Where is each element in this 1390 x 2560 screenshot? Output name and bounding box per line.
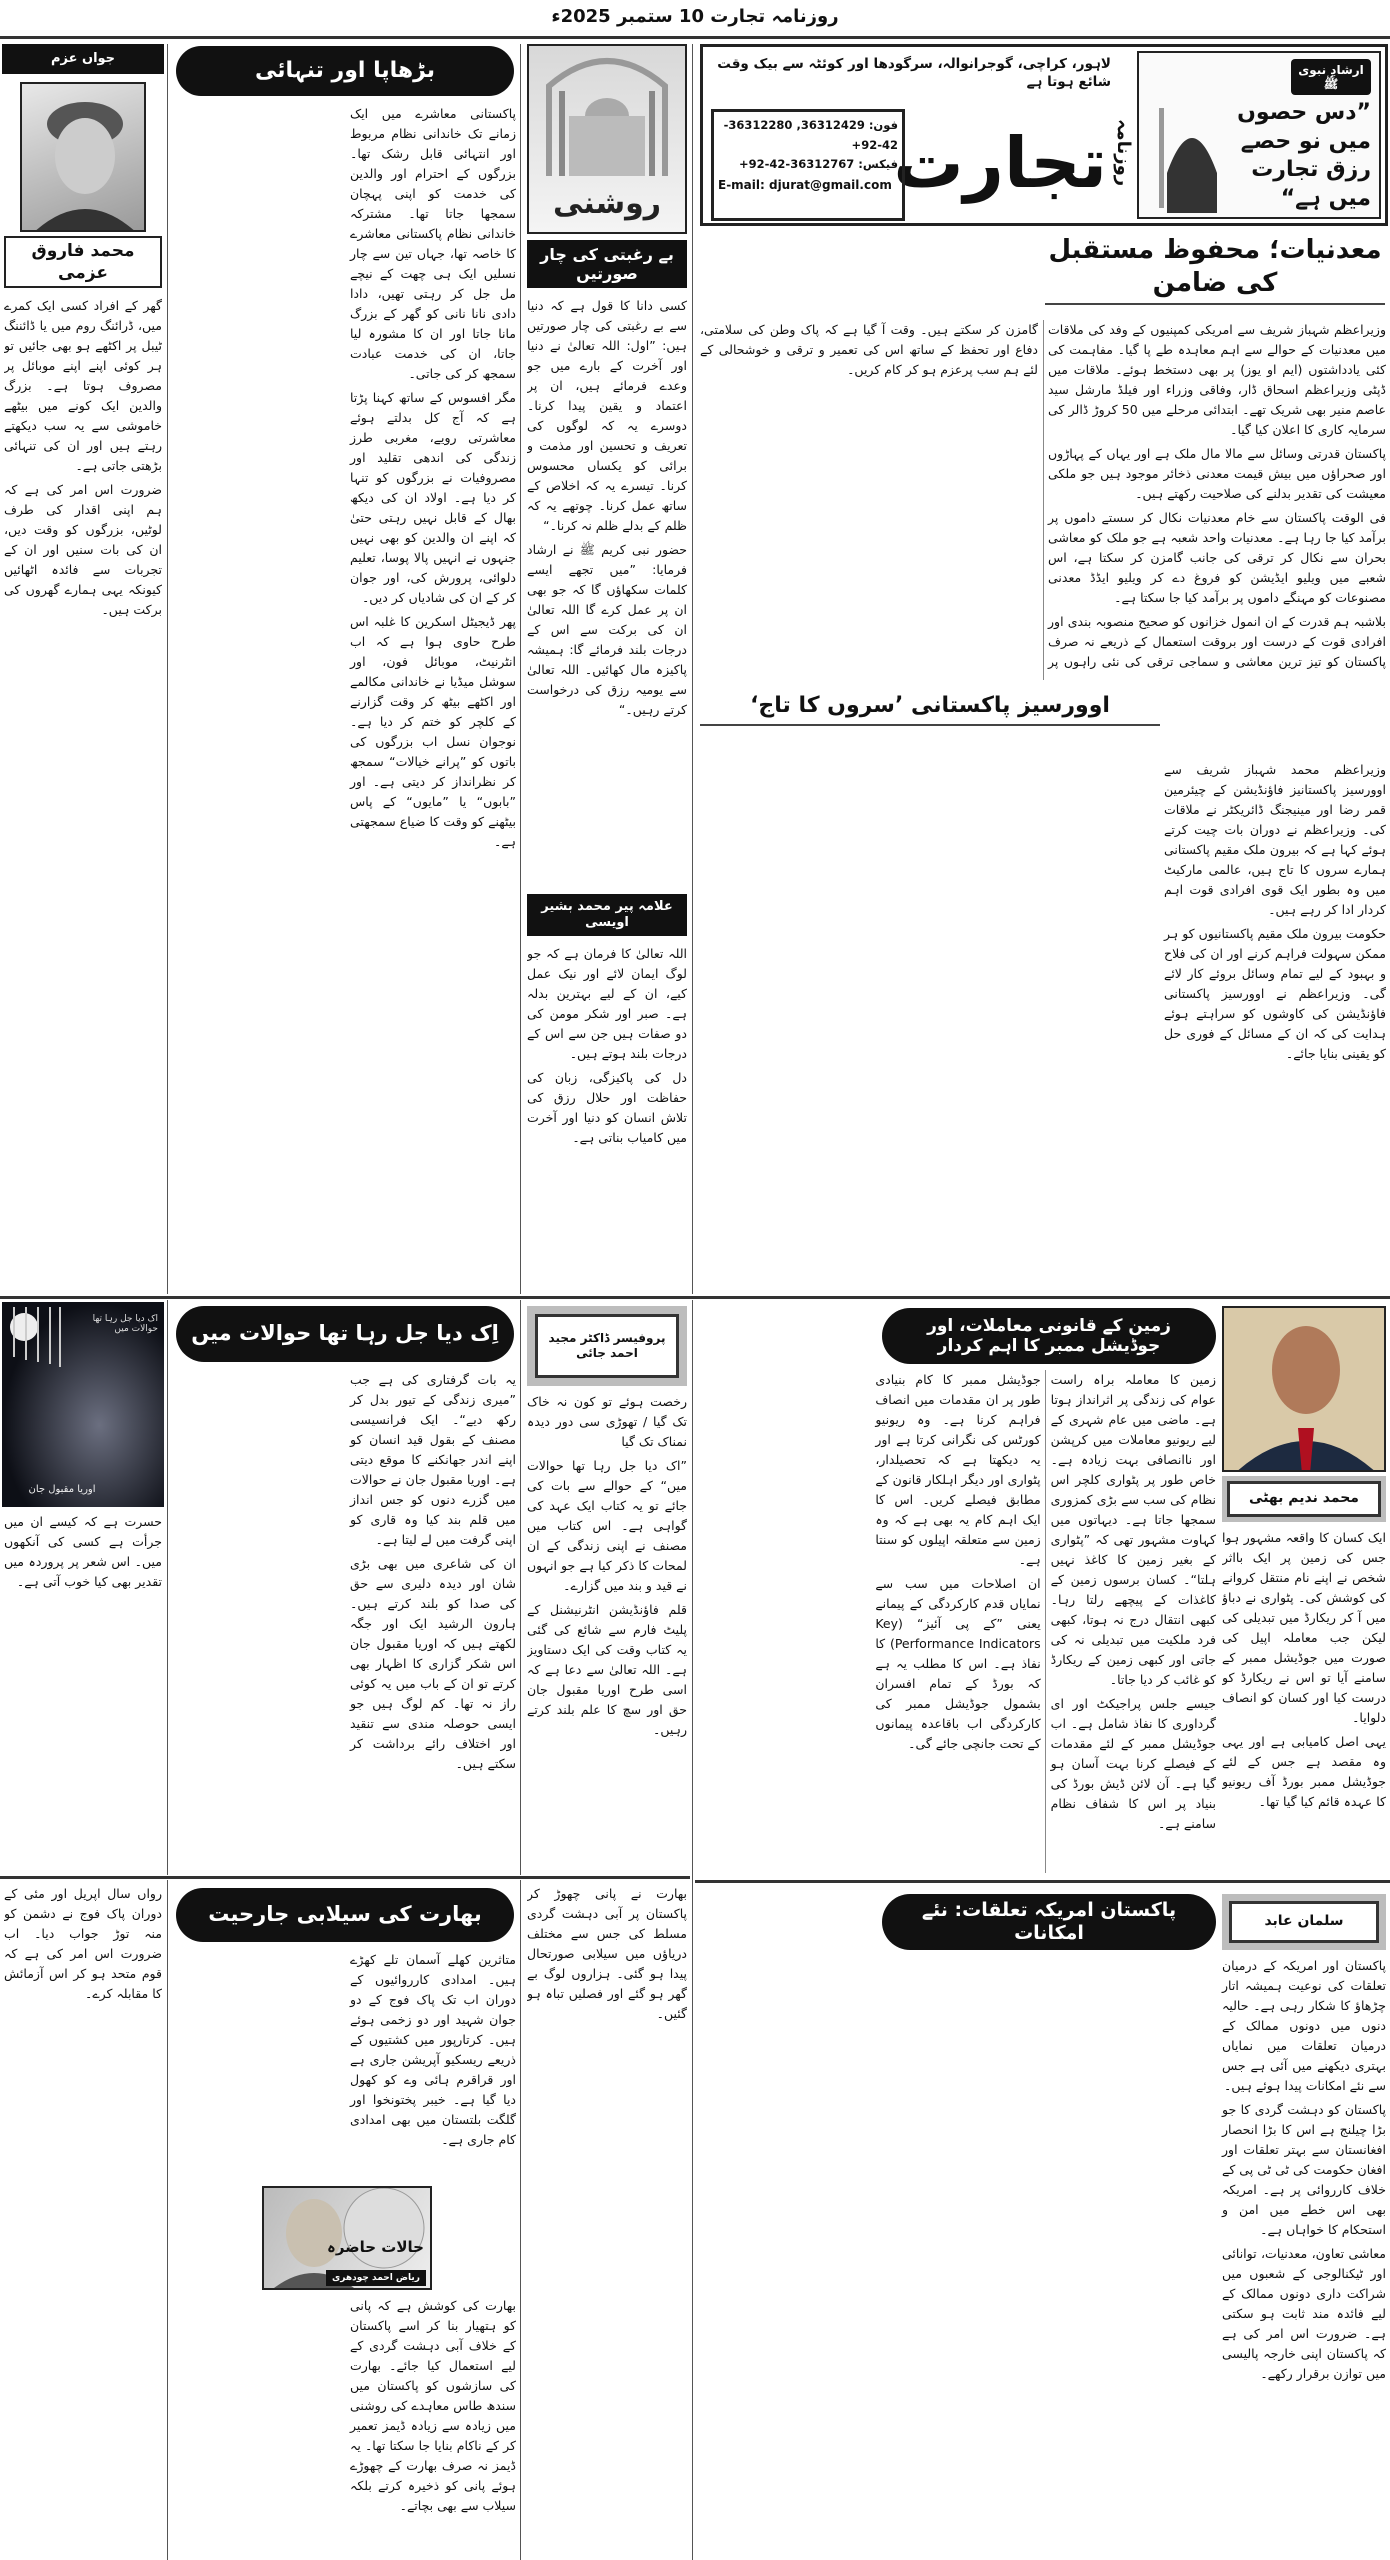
paragraph: وزیراعظم شہباز شریف سے امریکی کمپنیوں کے وفد کی ملاقات میں معدنیات کے حوالے سے اہم معاہدہ طے پا گیا۔ مفاہمت کی کئی یادداشتوں (ایم او یوز) پر بھی دستخط ہوئے۔ ملاقات میں ڈپٹی وزیراعظم اسحاق ڈار، وفاقی وزراء اور فیلڈ مارشل سید عاصم منیر بھی شریک تھے۔ ابتدائی مرحلے میں 50 کروڑ ڈالر کی سرمایہ کاری کا اعلان کیا گیا۔ xyxy=(1048,322,1386,437)
logo-small: روزنامہ xyxy=(1113,119,1134,187)
column-rule xyxy=(520,1880,521,2560)
paragraph: رواں سال اپریل اور مئی کے دوران پاک فوج نے دشمن کو منہ توڑ جواب دیا۔ اب ضرورت اس امر کی ہے کہ قوم متحد ہو کر اس آزمائش کا مقابلہ کرے۔ xyxy=(4,1886,162,2001)
paragraph: کسی دانا کا قول ہے کہ دنیا سے بے رغبتی کی چار صورتیں ہیں: ”اول: اللہ تعالیٰ نے دنیا اور آخرت کے بارے میں جو وعدے فرمائے ہیں، ان پر اعتماد و یقین پیدا کرنا۔ دوسرے یہ کہ لوگوں کی تعریف و تحسین اور مذمت و برائی کو یکساں محسوس کرنا۔ تیسرے یہ کہ اخلاص کے ساتھ عمل کرنا۔ چوتھے یہ کہ ظلم کے بدلے ظلم نہ کرنا۔“ xyxy=(527,298,687,533)
article-body xyxy=(527,1392,687,1872)
paragraph: حسرت ہے کہ کیسے ان میں جرأت ہے کسی کی آنکھوں میں۔ اس شعر پر پروردہ میں تقدیر بھی کیا خوب آتی ہے۔ xyxy=(4,1514,162,1589)
masthead xyxy=(700,44,1388,226)
paragraph: ایک کسان کا واقعہ مشہور ہوا جس کی زمین پر ایک بااثر شخص نے اپنے نام منتقل کروانے کی کوشش کی۔ پٹواری نے دباؤ میں آ کر ریکارڈ میں تبدیلی کی لیکن جب معاملہ اپیل کی صورت میں جوڈیشل ممبر کے سامنے آیا تو اس نے ریکارڈ کو درست کیا اور کسان کو انصاف دلوایا۔ xyxy=(1222,1530,1386,1725)
book-title: اک دیا جل رہا تھا حوالات میں xyxy=(92,1314,158,1334)
paragraph: بھارت کی کوشش ہے کہ پانی کو ہتھیار بنا کر اسے پاکستان کے خلاف آبی دہشت گردی کے لیے استعمال کیا جائے۔ بھارت کی سازشوں کو پاکستان میں سندھ طاس معاہدے کی روشنی میں زیادہ سے زیادہ ڈیمز تعمیر کر کے ناکام بنایا جا سکتا تھا۔ یہ ڈیمز نہ صرف بھارت کے چھوڑے ہوئے پانی کو ذخیرہ کرتے بلکہ سیلاب سے بھی بچاتے۔ xyxy=(350,2298,516,2513)
author-photo xyxy=(20,82,146,232)
article-body xyxy=(4,1884,162,2554)
fax: فیکس: 36312767-42-92+ xyxy=(738,157,898,172)
column-rule xyxy=(692,44,693,1294)
logo: تجارت xyxy=(893,122,1107,204)
article-body xyxy=(4,1512,162,1872)
headline: بھارت کی سیلابی جارحیت xyxy=(176,1888,514,1942)
book-author: اوریا مقبول جان xyxy=(28,1484,96,1495)
author-name: محمد فاروق عزمی xyxy=(4,236,162,288)
article-body xyxy=(174,1950,516,2180)
paragraph: مگر افسوس کے ساتھ کہنا پڑتا ہے کہ آج کل بدلتے ہوئے معاشرتی رویے، مغربی طرز زندگی کی اندھی تقلید اور مصروفیات نے بزرگوں کو تنہا کر دیا ہے۔ اولاد ان کی دیکھ بھال کے قابل نہیں رہتی حتیٰ کہ اپنے ان والدین کو بھی نہیں جنہوں نے انہیں پالا پوسا، تعلیم دلوائی، پرورش کی، اور جوان کر کے ان کی شادیاں کر دیں۔ xyxy=(350,390,516,605)
tagline: لاہور، کراچی، گوجرانوالہ، سرگودھا اور کوئٹہ سے بیک وقت شائع ہوتا ہے xyxy=(717,56,1111,91)
paragraph: ان کی شاعری میں بھی بڑی شان اور دیدہ دلیری سے حق کی صدا کو بلند کرتے ہیں۔ ہارون الرشید ایک اور جگہ لکھتے ہیں کہ اوریا مقبول جان اس شکر گزاری کا اظہار بھی کرتے تو ان کے باب میں یہ کوئی راز نہ تھا۔ کم لوگ ہیں جو ایسی حوصلہ مندی سے تنقید اور اختلاف رائے برداشت کر سکتے ہیں۔ xyxy=(350,1556,516,1771)
article-body xyxy=(700,1956,1386,2556)
author-photo xyxy=(1222,1306,1386,1472)
article-body xyxy=(700,1370,1216,1873)
paragraph: فی الوقت پاکستان سے خام معدنیات نکال کر سستے داموں پر برآمد کیا جا رہا ہے۔ معدنیات واحد شعبہ ہے جو ملک کو معاشی بحران سے نکال کر ترقی کی جانب گامزن کر سکتا ہے، اس شعبے میں ویلیو ایڈیشن کو فروغ دے کر ویلیو ایڈڈ معدنی مصنوعات کو مہنگے داموں پر برآمد کیا جا سکتا ہے۔ xyxy=(1048,510,1386,605)
column-image xyxy=(262,2186,432,2290)
article-body xyxy=(174,104,516,1292)
article-body xyxy=(4,296,162,1291)
author-name: پروفیسر ڈاکٹر مجید احمد جائی xyxy=(535,1314,679,1378)
section-label: جواں عزم xyxy=(2,44,164,74)
author-name: محمد ندیم بھٹی xyxy=(1227,1481,1381,1517)
headline: پاکستان امریکہ تعلقات: نئے امکانات xyxy=(882,1894,1216,1950)
paragraph: جیسے جلس پراجیکٹ اور ای گرداوری کا نفاذ شامل ہے۔ اب جوڈیشل ممبر کے لئے مقدمات کے فیصلے کرنا بہت آسان ہو گیا ہے۔ آن لائن ڈیش بورڈ کی بنیاد پر اس کا شفاف نظام سامنے ہے۔ xyxy=(1050,1696,1216,1831)
column-rule xyxy=(167,1300,168,1875)
column-rule xyxy=(167,1880,168,2560)
author-box xyxy=(1222,1476,1386,1522)
overseas-headline: اوورسیز پاکستانی ’سروں کا تاج‘ xyxy=(700,692,1160,726)
paragraph: ضرورت اس امر کی ہے کہ ہم اپنی اقدار کی طرف لوٹیں، بزرگوں کو وقت دیں، ان کی بات سنیں اور ان کے تجربات سے فائدہ اٹھائیں کیونکہ یہی ہمارے گھروں کی برکت ہیں۔ xyxy=(4,482,162,617)
phone: فون: 36312429, 36312280-42-92+ xyxy=(723,118,898,152)
dateline: روزنامہ تجارت 10 ستمبر 2025ء xyxy=(551,6,839,27)
paragraph: رخصت ہوئے تو کون نہ خاک تک گیا / تھوڑی سی دور دیدہ نمناک تک گیا xyxy=(527,1394,687,1449)
paragraph: پھر ڈیجیٹل اسکرین کا غلبہ اس طرح حاوی ہوا ہے کہ اب انٹرنیٹ، موبائل فون، اور سوشل میڈیا نے خاندانی مکالمے اور اکٹھے بیٹھ کر وقت گزارنے کے کلچر کو ختم کر دیا ہے۔ نوجوان نسل اب بزرگوں کی باتوں کو ”پرانے خیالات“ سمجھ کر نظرانداز کر دیتی ہے۔ اور ”بابوں“ یا ”مایوں“ کے پاس بیٹھنے کو وقت کا ضیاع سمجھتی ہے۔ xyxy=(350,614,516,849)
column-rule xyxy=(520,44,521,1294)
image-title: روشنی xyxy=(552,186,662,221)
roshni-image xyxy=(527,44,687,234)
editorial-body xyxy=(700,320,1386,680)
portrait-icon xyxy=(1224,1308,1386,1472)
paragraph: پاکستانی معاشرے میں ایک زمانے تک خاندانی نظام مربوط اور انتہائی قابل رشک تھا۔ بزرگوں کے احترام اور والدین کی خدمت کو اپنی پہچان سمجھا جاتا تھا۔ مشترکہ خاندانی نظام پاکستانی معاشرے کا خاصہ تھا، جہاں تین سے چار نسلیں ایک ہی چھت کے نیچے مل جل کر رہتی تھیں، دادا دادی نانا نانی کو گھر کے بزرگ مانا جاتا اور ان کا مشورہ لیا جاتا، ان کی خدمت عبادت سمجھ کر کی جاتی۔ xyxy=(350,106,516,381)
author-name: علامہ پیر محمد بشیر اویسی xyxy=(527,894,687,936)
paragraph: ان اصلاحات میں سب سے نمایاں قدم کارکردگی کے پیمانے یعنی ”کے پی آئیز“ (Key Performance Indicators) کا نفاذ ہے۔ اس کا مطلب یہ ہے کہ بورڈ کے تمام افسران بشمول جوڈیشل ممبر کی کارکردگی اب باقاعدہ پیمانوں کے تحت جانچی جائے گی۔ xyxy=(875,1576,1041,1751)
article-body xyxy=(527,1884,687,2554)
paragraph: حضور نبی کریم ﷺ نے ارشاد فرمایا: ”میں تجھے ایسے کلمات سکھاؤں گا کہ جو بھی ان پر عمل کرے گا اللہ تعالیٰ ان کی برکت سے اس کے درجات بلند فرمائے گا: ہمیشہ پاکیزہ مال کھائیں۔ اللہ تعالیٰ سے یومیہ رزق کی درخواست کرتے رہیں۔“ xyxy=(527,542,687,717)
portrait-icon xyxy=(22,84,146,232)
quote-text: ”دس حصوں میں نو حصے رزق تجارت میں ہے“ xyxy=(1237,100,1371,211)
paragraph: دل کی پاکیزگی، زبان کی حفاظت اور حلال رزق کی تلاش انسان کو دنیا اور آخرت میں کامیاب بناتی ہے۔ xyxy=(527,1070,687,1145)
headline: بے رغبتی کی چار صورتیں xyxy=(527,240,687,288)
paragraph: بھارت نے پانی چھوڑ کر پاکستان پر آبی دہشت گردی مسلط کی جس سے مختلف دریاؤں میں سیلابی صورتحال پیدا ہو گئی۔ ہزاروں لوگ بے گھر ہو گئے اور فصلیں تباہ ہو گئیں۔ xyxy=(527,1886,687,2021)
paragraph: جوڈیشل ممبر کا کام بنیادی طور پر ان مقدمات میں انصاف فراہم کرنا ہے۔ وہ ریونیو کورٹس کی نگرانی کرتا ہے اور یہ دیکھتا ہے کہ تحصیلدار، پٹواری اور دیگر اہلکار قانون کے مطابق فیصلے کریں۔ اس کا ایک اہم کام یہ بھی ہے کہ وہ زمین سے متعلقہ اپیلوں کو سنتا ہے۔ xyxy=(875,1372,1041,1567)
book-cover-image xyxy=(2,1302,164,1507)
column-rule xyxy=(692,1300,693,2560)
paragraph: اللہ تعالیٰ کا فرمان ہے کہ جو لوگ ایمان لائے اور نیک عمل کیے، ان کے لیے بہترین بدلہ ہے۔ صبر اور شکر مومن کی دو صفات ہیں جن سے اس کے درجات بلند ہوتے ہیں۔ xyxy=(527,946,687,1061)
headline: بڑھاپا اور تنہائی xyxy=(176,46,514,96)
paragraph: پاکستان قدرتی وسائل سے مالا مال ملک ہے اور یہاں کے پہاڑوں اور صحراؤں میں بیش قیمت معدنی ذخائر موجود ہیں جو ملکی معیشت کی تقدیر بدلنے کی صلاحیت رکھتے ہیں۔ xyxy=(1048,446,1386,501)
headline: زمین کے قانونی معاملات، اور جوڈیشل ممبر کا اہم کردار xyxy=(882,1308,1216,1364)
quote-box xyxy=(1137,51,1381,219)
paragraph: ”اک دیا جل رہا تھا حوالات میں“ کے حوالے سے بات کی جائے تو یہ کتاب ایک عہد کی گواہی ہے۔ اس کتاب میں مصنف نے اپنی زندگی کے ان لمحات کا ذکر کیا ہے جو انہوں نے قید و بند میں گزارے۔ xyxy=(527,1458,687,1593)
column-rule xyxy=(520,1300,521,1875)
paragraph: حکومت بیرون ملک مقیم پاکستانیوں کو ہر ممکن سہولت فراہم کرنے اور ان کی فلاح و بہبود کے لیے تمام وسائل بروئے کار لائے گی۔ وزیراعظم نے اوورسیز پاکستانی فاؤنڈیشن کی کاوشوں کو سراہتے ہوئے ہدایت کی کہ ان کے مسائل کے فوری حل کو یقینی بنایا جائے۔ xyxy=(1164,926,1386,1061)
editorial-headline: معدنیات؛ محفوظ مستقبل کی ضامن xyxy=(1045,234,1385,305)
paragraph: پاکستان اور امریکہ کے درمیان تعلقات کی نوعیت ہمیشہ اتار چڑھاؤ کا شکار رہی ہے۔ حالیہ دنوں میں دونوں ممالک کے درمیان تعلقات میں نمایاں بہتری دیکھنے میں آئی ہے جس سے نئے امکانات پیدا ہوئے ہیں۔ xyxy=(1222,1958,1386,2093)
dome-icon xyxy=(1157,103,1227,213)
contact-box xyxy=(711,109,905,221)
paragraph: یہی اصل کامیابی ہے اور یہی وہ مقصد ہے جس کے لئے جوڈیشل ممبر بورڈ آف ریونیو کا عہدہ قائم کیا گیا تھا۔ xyxy=(1222,1734,1386,1809)
image-label: حالات حاضرہ xyxy=(327,2238,424,2256)
overseas-body xyxy=(700,760,1386,1290)
quote-label: ارشادِ نبوی ﷺ xyxy=(1291,59,1371,95)
author-name: ریاض احمد چودھری xyxy=(326,2270,426,2286)
paragraph: متاثرین کھلے آسمان تلے کھڑے ہیں۔ امدادی کارروائیوں کے دوران اب تک پاک فوج کے دو جوان شہید اور دو زخمی ہوئے ہیں۔ کرتارپور میں کشتیوں کے ذریعے ریسکیو آپریشن جاری ہے اور قراقرم ہائی وے کو کھول دیا گیا ہے۔ خیبر پختونخوا اور گلگت بلتستان میں بھی امدادی کام جاری ہے۔ xyxy=(350,1952,516,2147)
section-rule xyxy=(0,1296,1390,1299)
paragraph: پاکستان کو دہشت گردی کا جو بڑا چیلنج ہے اس کا بڑا انحصار افغانستان سے بہتر تعلقات اور افغان حکومت کی ٹی ٹی پی کے خلاف کارروائی پر ہے۔ امریکہ بھی اس خطے میں امن و استحکام کا خواہاں ہے۔ xyxy=(1222,2102,1386,2237)
column-rule xyxy=(167,44,168,1294)
section-rule xyxy=(695,1880,1390,1883)
paragraph: معاشی تعاون، معدنیات، توانائی اور ٹیکنالوجی کے شعبوں میں شراکت داری دونوں ممالک کے لیے فائدہ مند ثابت ہو سکتی ہے۔ ضرورت اس امر کی ہے کہ پاکستان اپنی خارجہ پالیسی میں توازن برقرار رکھے۔ xyxy=(1222,2246,1386,2381)
paragraph: زمین کا معاملہ براہ راست عوام کی زندگی پر اثرانداز ہوتا ہے۔ ماضی میں عام شہری کے لیے ریونیو معاملات میں کرپشن اور ناانصافی بہت زیادہ ہے۔ خاص طور پر پٹواری کلچر اس نظام کی سب سے بڑی کمزوری سمجھا جاتا ہے۔ دیہاتوں میں کہاوت مشہور تھی کہ ”پٹواری کے بغیر زمین کا کاغذ نہیں ہلتا“۔ کسان برسوں زمین کے کاغذات کے پیچھے رلتا رہا۔ کبھی انتقال درج نہ ہوتا، کبھی فرد ملکیت میں تبدیلی نہ کی جاتی اور کبھی زمین کے ریکارڈ کو غائب کر دیا جاتا۔ xyxy=(1050,1372,1216,1687)
author-box xyxy=(1222,1894,1386,1950)
email: E-mail: djurat@gmail.com xyxy=(718,177,892,192)
paragraph: وزیراعظم محمد شہباز شریف سے اوورسیز پاکستانیز فاؤنڈیشن کے چیئرمین قمر رضا اور مینیجنگ ڈائریکٹر نے ملاقات کی۔ وزیراعظم نے دوران بات چیت کرتے ہوئے کہا ہے کہ بیرون ملک مقیم پاکستانی ہمارے سروں کا تاج ہیں، عالمی مارکیٹ میں وہ بطور ایک قوی افرادی قوت اہم کردار ادا کر رہے ہیں۔ xyxy=(1164,762,1386,917)
mosque-icon xyxy=(529,46,685,176)
article-body xyxy=(527,944,687,1290)
paragraph: یہ بات گرفتاری کی ہے جب ”میری زندگی کے تیور بدل کر رکھ دیے“۔ ایک فرانسیسی مصنف کے بقول قید انسان کو اپنے اندر جھانکنے کا موقع دیتی ہے۔ اوریا مقبول جان نے حوالات میں گزرے دنوں کو جس انداز میں قلم بند کیا وہ قاری کو اپنی گرفت میں لے لیتا ہے۔ xyxy=(350,1372,516,1547)
author-name: سلمان عابد xyxy=(1229,1901,1379,1943)
paragraph: بلاشبہ ہم قدرت کے ان انمول خزانوں کو صحیح منصوبہ بندی اور افرادی قوت کے درست اور بروقت استعمال کے ذریعے نہ صرف پاکستان کو تیز ترین معاشی و سماجی ترقی کی نئی راہوں پر گامزن کر سکتے ہیں۔ وقت آ گیا ہے کہ پاک وطن کی سلامتی، دفاع اور تحفظ کے ساتھ اس کی تعمیر و ترقی و خوشحالی کے لئے ہم سب پرعزم ہو کر کام کریں۔ xyxy=(700,322,1386,669)
article-body xyxy=(527,296,687,886)
section-rule xyxy=(0,1876,690,1879)
author-box xyxy=(527,1306,687,1386)
paragraph: گھر کے افراد کسی ایک کمرے میں، ڈرائنگ روم میں یا ڈائننگ ٹیبل پر اکٹھے ہو بھی جائیں تو ہر کوئی اپنے اپنے موبائل پر مصروف ہوتا ہے۔ بزرگ والدین ایک کونے میں بیٹھے خاموشی سے یہ سب دیکھتے رہتے ہیں اور ان کی تنہائی بڑھتی جاتی ہے۔ xyxy=(4,298,162,473)
headline: اِک دیا جل رہا تھا حوالات میں xyxy=(176,1306,514,1362)
top-rule xyxy=(0,36,1390,39)
article-body xyxy=(174,1370,516,1873)
paragraph: قلم فاؤنڈیشن انٹرنیشنل کے پلیٹ فارم سے شائع کی گئی یہ کتاب وقت کی ایک دستاویز ہے۔ اللہ تعالیٰ سے دعا ہے کہ اسی طرح اوریا مقبول جان حق اور سچ کا علم بلند کرتے رہیں۔ xyxy=(527,1602,687,1737)
article-body xyxy=(174,2296,516,2556)
article-body xyxy=(1222,1528,1386,1873)
